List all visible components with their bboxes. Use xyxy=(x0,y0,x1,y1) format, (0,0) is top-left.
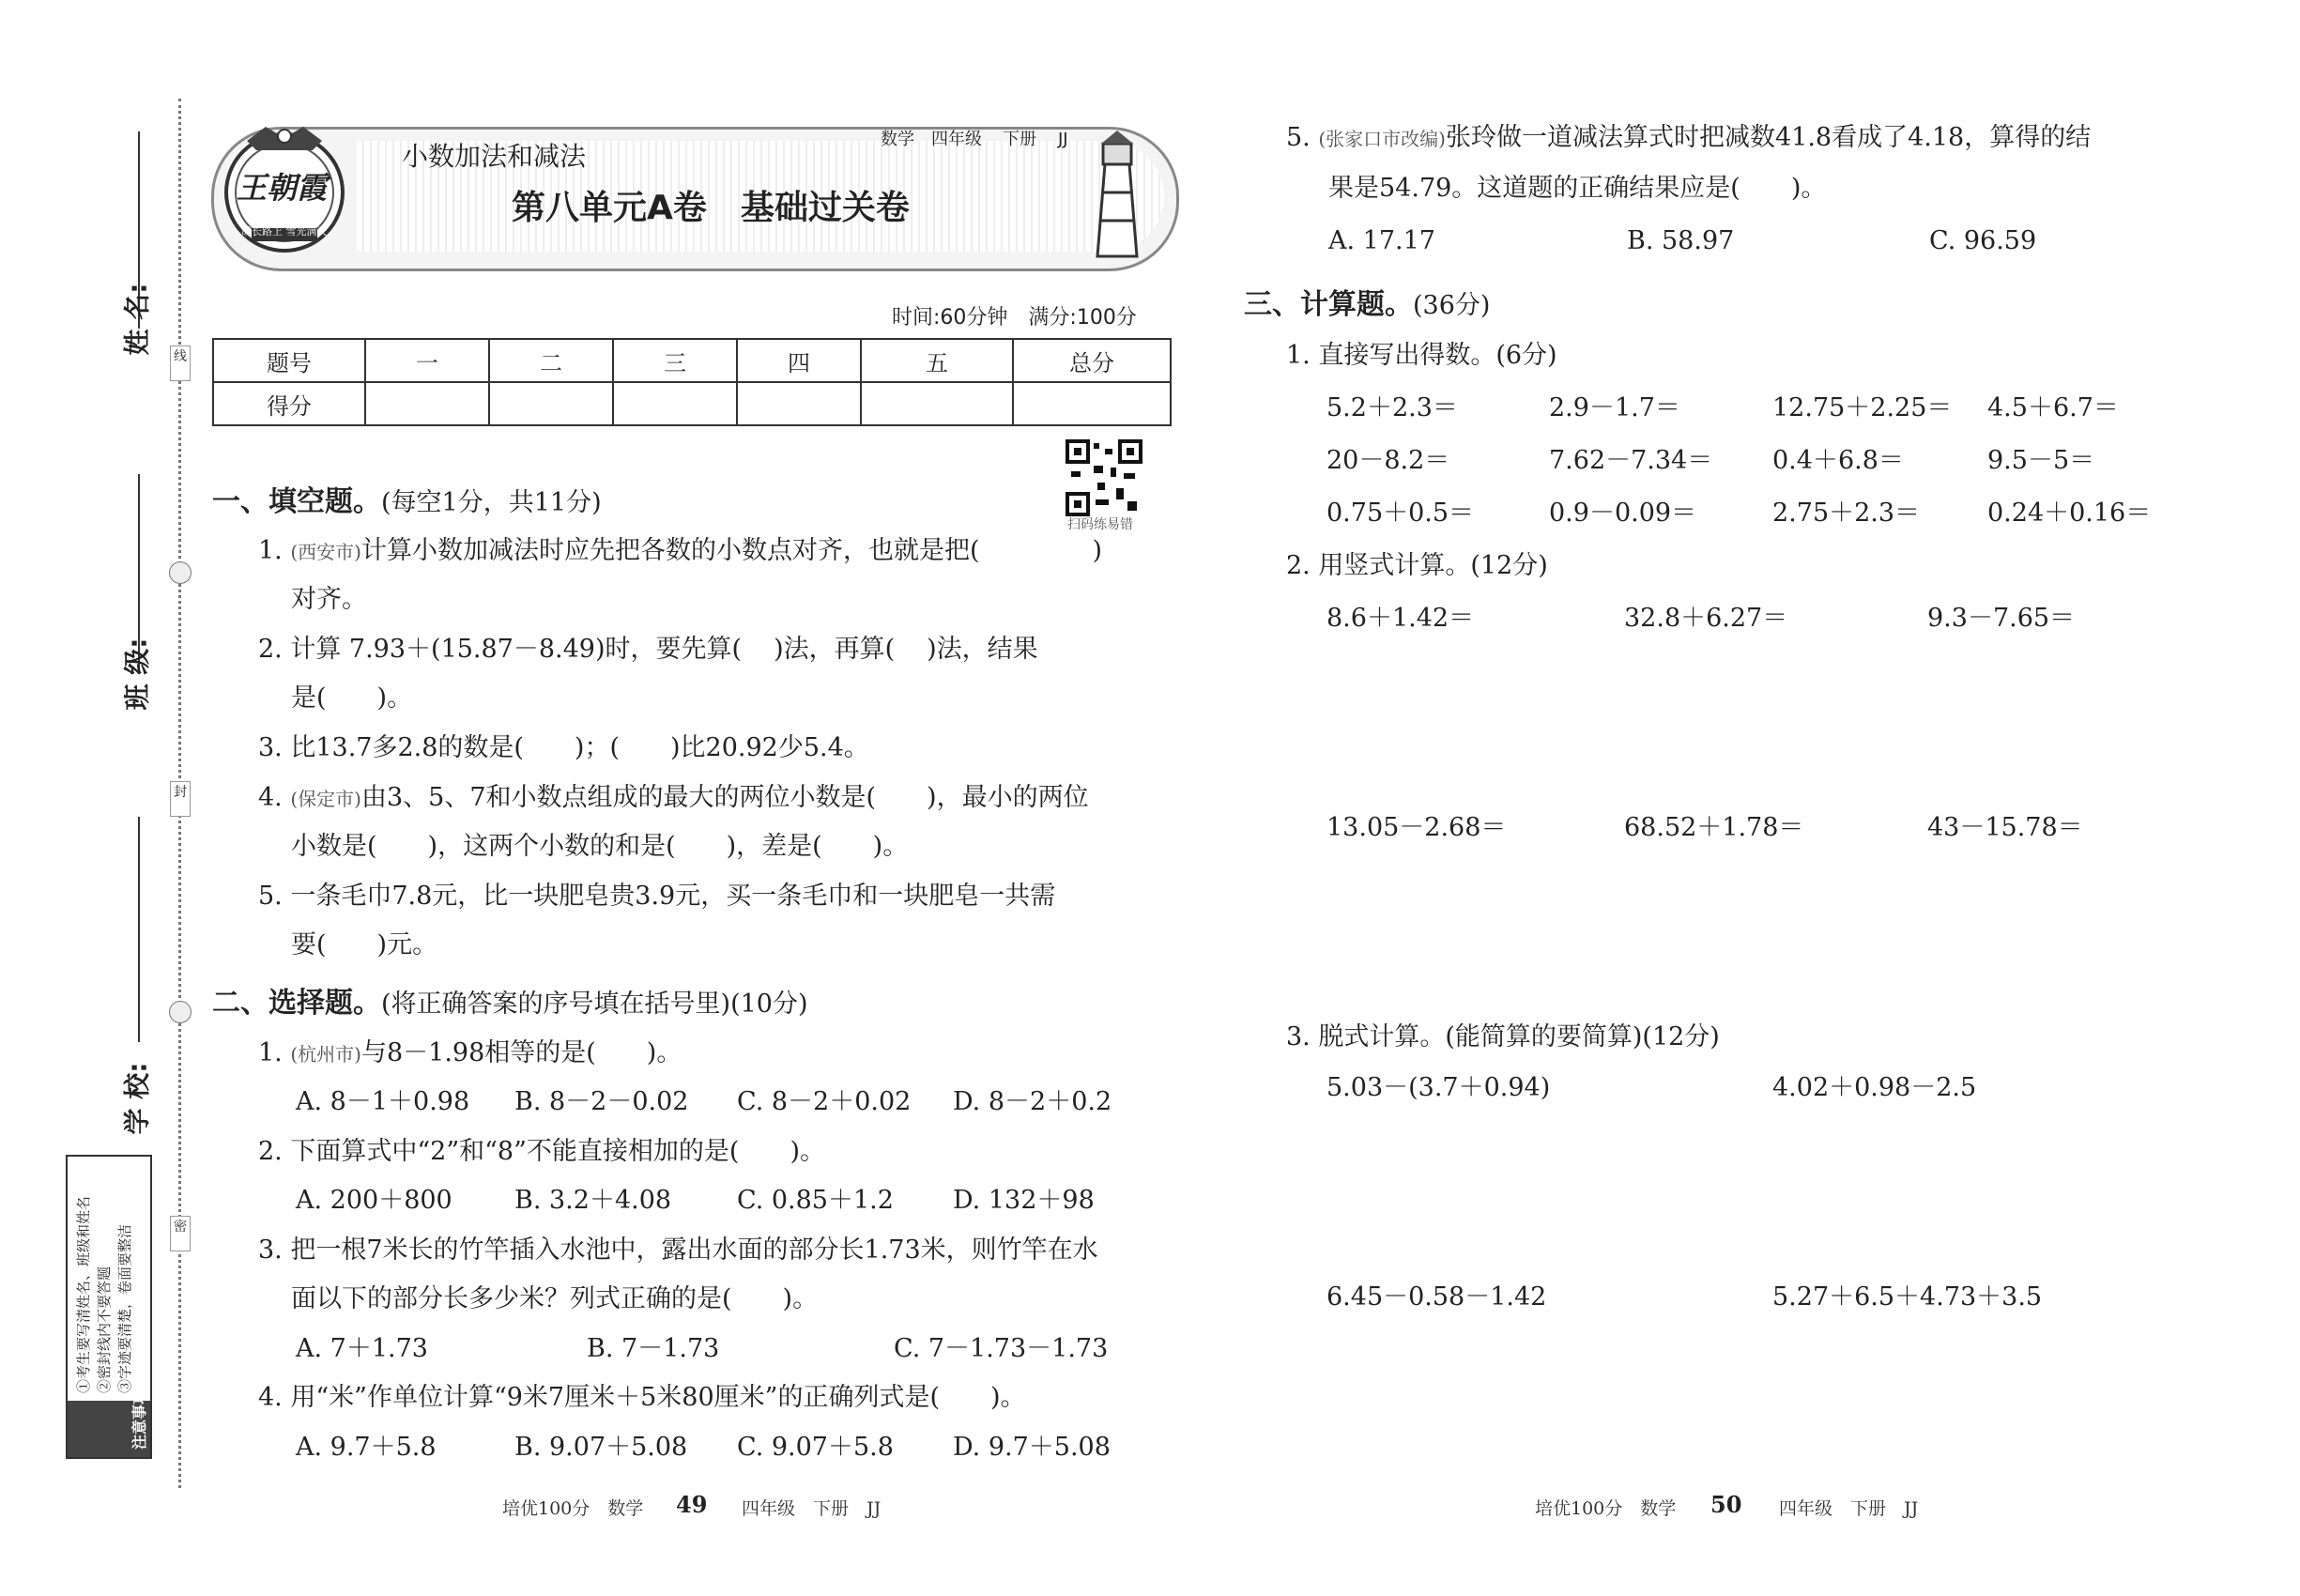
section-2-title: 二、选择题。(将正确答案的序号填在括号里)(10分) xyxy=(212,987,808,1020)
score-input[interactable] xyxy=(489,382,613,425)
score-input[interactable] xyxy=(365,382,489,425)
vertical-calc-item: 13.05－2.68＝ xyxy=(1326,813,1507,842)
choice-2-question: 2. 下面算式中“2”和“8”不能直接相加的是( )。 xyxy=(258,1137,825,1166)
choice-4-option-d[interactable]: D. 9.7＋5.08 xyxy=(953,1433,1111,1462)
score-cell: 五 xyxy=(861,339,1013,382)
footer-right-series: 培优100分 数学 xyxy=(1535,1498,1677,1519)
choice-1-option-a[interactable]: A. 8－1＋0.98 xyxy=(296,1087,470,1116)
oral-item: 7.62－7.34＝ xyxy=(1549,446,1713,475)
choice-1-option-b[interactable]: B. 8－2－0.02 xyxy=(514,1087,689,1116)
choice-3-option-a[interactable]: A. 7＋1.73 xyxy=(296,1334,428,1363)
school-underline xyxy=(138,817,140,1042)
q2-line1: 2. 计算 7.93＋(15.87－8.49)时，要先算( )法，再算( )法，结果 xyxy=(258,635,1038,664)
choice-3-question-line2: 面以下的部分长多少米？列式正确的是( )。 xyxy=(291,1284,819,1313)
meta-volume: 下册 xyxy=(1003,130,1036,149)
choice-1-option-c[interactable]: C. 8－2＋0.02 xyxy=(737,1087,912,1116)
binding-hole-icon xyxy=(169,561,192,584)
vertical-calc-item: 9.3－7.65＝ xyxy=(1927,604,2076,633)
q3-line: 3. 比13.7多2.8的数是( )；( )比20.92少5.4。 xyxy=(258,733,869,762)
oral-item: 5.2＋2.3＝ xyxy=(1326,393,1458,422)
part-2-title: 2. 用竖式计算。(12分) xyxy=(1286,551,1548,580)
footer-right-page-number: 50 xyxy=(1710,1491,1742,1518)
choice-2-option-c[interactable]: C. 0.85＋1.2 xyxy=(737,1186,894,1215)
q1-line1: 1. (西安市)计算小数加减法时应先把各数的小数点对齐，也就是把( ) xyxy=(258,536,1103,565)
part-3-title: 3. 脱式计算。(能简算的要简算)(12分) xyxy=(1286,1022,1720,1051)
meta-subject: 数学 xyxy=(881,130,914,149)
oral-item: 0.75＋0.5＝ xyxy=(1326,499,1475,528)
cut-mark-feng: 封 xyxy=(170,781,191,817)
footer-left-grade: 四年级 下册 JJ xyxy=(742,1498,882,1519)
name-label: 姓 名: xyxy=(121,283,153,356)
oral-item: 0.9－0.09＝ xyxy=(1549,499,1697,528)
oral-item: 2.9－1.7＝ xyxy=(1549,393,1680,422)
brand-name: 王朝霞 xyxy=(237,170,328,206)
score-input[interactable] xyxy=(613,382,737,425)
choice-4-option-b[interactable]: B. 9.07＋5.08 xyxy=(514,1433,688,1462)
choice-5-question-line2: 果是54.79。这道题的正确结果应是( )。 xyxy=(1328,174,1827,203)
stepwise-calc-item: 5.03－(3.7＋0.94) xyxy=(1326,1073,1551,1102)
choice-4-question: 4. 用“米”作单位计算“9米7厘米＋5米80厘米”的正确列式是( )。 xyxy=(258,1383,1026,1412)
score-input[interactable] xyxy=(1013,382,1171,425)
choice-3-option-c[interactable]: C. 7－1.73－1.73 xyxy=(894,1334,1109,1363)
page-title: 第八单元A卷 基础过关卷 xyxy=(512,189,910,227)
notice-item: ①考生要写清姓名、班级和姓名 xyxy=(75,1195,92,1393)
score-cell: 三 xyxy=(613,339,737,382)
q5-line1: 5. 一条毛巾7.8元，比一块肥皂贵3.9元，买一条毛巾和一块肥皂一共需 xyxy=(258,882,1056,911)
time-info: 时间:60分钟 满分:100分 xyxy=(892,306,1137,330)
oral-item: 20－8.2＝ xyxy=(1326,446,1450,475)
choice-5-option-b[interactable]: B. 58.97 xyxy=(1627,226,1735,255)
choice-1-question: 1. (杭州市)与8－1.98相等的是( )。 xyxy=(258,1038,682,1067)
score-input[interactable] xyxy=(737,382,861,425)
binding-hole-icon xyxy=(169,1001,192,1023)
score-cell: 得分 xyxy=(213,382,365,425)
q4-line1: 4. (保定市)由3、5、7和小数点组成的最大的两位小数是( )，最小的两位 xyxy=(258,783,1089,812)
part-1-title: 1. 直接写出得数。(6分) xyxy=(1286,341,1557,370)
oral-item: 2.75＋2.3＝ xyxy=(1772,499,1921,528)
footer-left-page-number: 49 xyxy=(676,1491,708,1518)
choice-5-option-a[interactable]: A. 17.17 xyxy=(1328,226,1435,255)
choice-3-option-b[interactable]: B. 7－1.73 xyxy=(587,1334,720,1363)
stepwise-calc-item: 5.27＋6.5＋4.73＋3.5 xyxy=(1772,1282,2043,1312)
stepwise-calc-item: 6.45－0.58－1.42 xyxy=(1326,1282,1547,1312)
vertical-calc-item: 32.8＋6.27＝ xyxy=(1624,604,1788,633)
notice-title: 注意事项 xyxy=(130,1389,148,1450)
choice-2-option-b[interactable]: B. 3.2＋4.08 xyxy=(514,1186,672,1215)
choice-2-option-d[interactable]: D. 132＋98 xyxy=(953,1186,1095,1215)
score-cell: 一 xyxy=(365,339,489,382)
notice-item: ②密封线内不要答题 xyxy=(96,1266,113,1393)
score-header-row xyxy=(213,339,1171,382)
score-cell: 总分 xyxy=(1013,339,1171,382)
footer-right-grade: 四年级 下册 JJ xyxy=(1779,1498,1919,1519)
score-cell: 四 xyxy=(737,339,861,382)
footer-left-series: 培优100分 数学 xyxy=(502,1498,644,1519)
q4-line2: 小数是( )，这两个小数的和是( )，差是( )。 xyxy=(291,832,909,861)
unit-topic: 小数加法和减法 xyxy=(402,141,587,172)
cut-mark-mi: 密 xyxy=(170,1216,191,1251)
section-1-title: 一、填空题。(每空1分，共11分) xyxy=(212,485,602,518)
q1-line2: 对齐。 xyxy=(291,585,367,614)
score-table xyxy=(212,338,1172,426)
oral-item: 4.5＋6.7＝ xyxy=(1987,393,2119,422)
school-label: 学 校: xyxy=(121,1062,153,1135)
vertical-calc-item: 8.6＋1.42＝ xyxy=(1326,604,1475,633)
class-label: 班 级: xyxy=(121,637,153,711)
oral-item: 9.5－5＝ xyxy=(1987,446,2095,475)
choice-5-question-line1: 5. (张家口市改编)张玲做一道减法算式时把减数41.8看成了4.18，算得的结 xyxy=(1286,123,2092,152)
choice-2-option-a[interactable]: A. 200＋800 xyxy=(296,1186,452,1215)
cut-mark-xian: 线 xyxy=(170,345,191,381)
q5-line2: 要( )元。 xyxy=(291,930,438,959)
qr-caption: 扫码练易错 xyxy=(1067,517,1133,532)
section-3-title: 三、计算题。(36分) xyxy=(1244,288,1491,321)
score-cell: 二 xyxy=(489,339,613,382)
vertical-calc-item: 68.52＋1.78＝ xyxy=(1624,813,1804,842)
choice-3-question-line1: 3. 把一根7米长的竹竿插入水池中，露出水面的部分长1.73米，则竹竿在水 xyxy=(258,1235,1098,1265)
qr-code-icon[interactable] xyxy=(1066,439,1142,516)
choice-1-option-d[interactable]: D. 8－2＋0.2 xyxy=(953,1087,1112,1116)
brand-slogan: 成长路上 雪光满天 xyxy=(241,225,328,238)
stepwise-calc-item: 4.02＋0.98－2.5 xyxy=(1772,1073,1977,1102)
score-value-row xyxy=(213,382,1171,425)
notice-box xyxy=(66,1155,152,1459)
notice-item: ③字迹要清楚，卷面要整洁 xyxy=(116,1223,133,1393)
lighthouse-icon xyxy=(1084,127,1150,258)
meta-grade: 四年级 xyxy=(931,130,982,149)
choice-4-option-c[interactable]: C. 9.07＋5.8 xyxy=(737,1433,894,1462)
q2-line2: 是( )。 xyxy=(291,683,413,713)
oral-item: 0.24＋0.16＝ xyxy=(1987,499,2152,528)
choice-4-option-a[interactable]: A. 9.7＋5.8 xyxy=(296,1433,437,1462)
choice-5-option-c[interactable]: C. 96.59 xyxy=(1929,226,2037,255)
meta-edition: JJ xyxy=(1058,130,1068,149)
vertical-calc-item: 43－15.78＝ xyxy=(1927,813,2083,842)
score-cell: 题号 xyxy=(213,339,365,382)
oral-item: 12.75＋2.25＝ xyxy=(1772,393,1953,422)
oral-item: 0.4＋6.8＝ xyxy=(1772,446,1904,475)
score-input[interactable] xyxy=(861,382,1013,425)
